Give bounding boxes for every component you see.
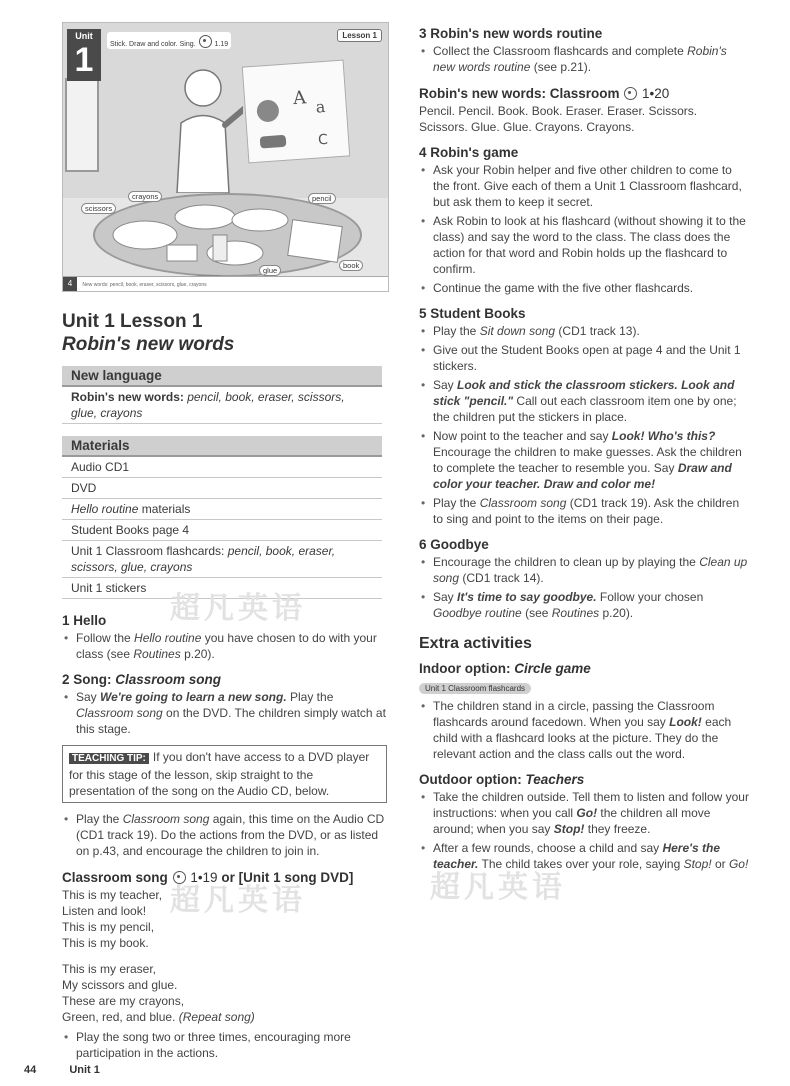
list-item	[76, 811, 387, 859]
text: on the DVD. The children simply watch at this stage.	[76, 706, 386, 736]
text-bold-italic: Here's the teacher.	[433, 841, 721, 871]
text: again, this time on the Audio CD (CD1 track 19). Do the actions from the DVD, or as listed on p.43, and encourage the children to join in.	[76, 812, 385, 858]
list-item	[433, 789, 749, 837]
list-item	[76, 630, 387, 662]
text: Collect the Classroom flashcards and complete	[433, 44, 688, 58]
indoor-option-title	[419, 661, 749, 676]
text-bold-italic: Look! Who's this?	[611, 429, 716, 443]
materials-pill: Unit 1 Classroom flashcards	[419, 683, 531, 694]
svg-text:C: C	[317, 131, 329, 149]
text-italic: Go!	[728, 857, 749, 871]
svg-text:A: A	[292, 87, 307, 110]
section-hello-title: 1 Hello	[62, 613, 107, 628]
instruction-text: Stick. Draw and color. Sing.	[110, 41, 196, 48]
lyric-line: These are my crayons,	[62, 994, 185, 1008]
new-words-chant: Pencil. Pencil. Book. Book. Eraser. Eraser. Scissors. Scissors. Glue. Glue. Crayons. Crayons.	[419, 104, 698, 134]
materials-box	[62, 436, 382, 599]
text-italic: Robin's new words routine	[433, 44, 727, 74]
text-italic: Routines	[133, 647, 181, 661]
round-table	[93, 193, 362, 277]
student-books-list	[419, 323, 749, 527]
text: The children stand in a circle, passing the Classroom flashcards around facedown. When you say	[433, 699, 715, 729]
song-list-2	[62, 811, 387, 859]
materials-item	[62, 578, 382, 599]
text: the children all move around; when you say	[433, 806, 711, 836]
song-lyrics	[62, 887, 387, 1025]
text-bold-italic: Go!	[576, 806, 598, 820]
text-italic: Routines	[551, 606, 600, 620]
new-language-words: pencil, book, eraser, scissors, glue, crayons	[71, 390, 345, 420]
text-bold-italic: We're going to learn a new song.	[100, 690, 287, 704]
text: Outdoor option:	[419, 772, 526, 787]
text-italic: Hello routine	[134, 631, 202, 645]
indoor-list	[419, 698, 749, 762]
materials-item	[62, 499, 382, 520]
lesson-tag: Lesson 1	[337, 29, 382, 42]
illustration-footer-text: New words: pencil, book, eraser, scissors, glue, crayons	[82, 282, 207, 288]
lesson-subtitle: Robin's new words	[62, 334, 235, 355]
text: or [Unit 1 song DVD]	[221, 870, 354, 885]
label-pencil: pencil	[308, 193, 336, 204]
text: each child with a flashcard looks at the picture. They do the relevant action and the class calls out the word.	[433, 715, 732, 761]
section-goodbye-title: 6 Goodbye	[419, 537, 489, 552]
label-glue: glue	[259, 265, 281, 276]
list-item	[433, 428, 749, 492]
text-italic: Circle game	[514, 661, 591, 676]
cd-icon	[173, 871, 186, 884]
extra-activities-title: Extra activities	[419, 635, 532, 652]
lyric-line: Listen and look!	[62, 904, 147, 918]
text: The child takes over your role, saying	[478, 857, 684, 871]
alphabet-poster	[242, 60, 351, 164]
text-bold-italic: Look and stick the classroom stickers. Look and stick "pencil."	[433, 378, 735, 408]
list-item	[76, 689, 387, 737]
unit-badge-number: 1	[74, 41, 94, 79]
text: 2 Song:	[62, 672, 116, 687]
outdoor-option-title	[419, 772, 749, 787]
materials-item-italic: pencil, book, eraser, scissors, glue, crayons	[71, 544, 336, 574]
section-song-title	[62, 672, 387, 687]
instruction-track: 1.19	[214, 41, 229, 48]
footer-unit: Unit 1	[69, 1064, 100, 1076]
text-italic: Classroom song	[122, 812, 210, 826]
text: (see p.21).	[530, 60, 592, 74]
unit-badge	[67, 29, 101, 81]
text-bold-italic: Look!	[669, 715, 702, 729]
hello-list	[62, 630, 387, 662]
text: Play the	[433, 496, 480, 510]
text: Call out each classroom item one by one; the children put the stickers in place.	[433, 394, 737, 424]
window-illustration	[65, 78, 99, 172]
text: or	[711, 857, 729, 871]
new-language-box	[62, 366, 382, 424]
cd-icon	[624, 87, 637, 100]
text: (CD1 track 14).	[459, 571, 544, 585]
text: After a few rounds, choose a child and say	[433, 841, 663, 855]
illustration-footer	[63, 276, 388, 291]
svg-text:a: a	[315, 96, 326, 117]
verse-gap	[62, 951, 387, 961]
text-bold-italic: Draw and color your teacher. Draw and color me!	[433, 461, 732, 491]
list-item	[433, 43, 749, 75]
label-scissors: scissors	[81, 203, 116, 214]
watermark: 超凡英语	[430, 871, 566, 904]
student-book-page-number: 4	[63, 277, 77, 291]
text: Say	[76, 690, 101, 704]
list-item	[433, 377, 749, 425]
watermark: 超凡英语	[170, 592, 306, 625]
text-italic: Classroom song	[115, 672, 222, 687]
text: p.20).	[599, 606, 634, 620]
classroom-song-title	[62, 869, 387, 885]
text: Green, red, and blue.	[62, 1010, 179, 1024]
text-italic: Clean up song	[433, 555, 748, 585]
materials-item-text: Student Books page 4	[71, 523, 190, 537]
label-crayons: crayons	[128, 191, 162, 202]
text: Play the	[76, 812, 123, 826]
text: Indoor option:	[419, 661, 515, 676]
song-list	[62, 689, 387, 737]
materials-item-text: Audio CD1	[71, 460, 130, 474]
page-footer	[24, 1064, 100, 1076]
track-number: 1•20	[642, 86, 670, 101]
list-item: • Continue the game with the five other flashcards.	[433, 280, 749, 296]
game-list	[419, 162, 749, 296]
text-italic: Stop!	[683, 857, 712, 871]
materials-item-text: Unit 1 Classroom flashcards:	[71, 544, 228, 558]
materials-item	[62, 457, 382, 478]
lyric-line: This is my pencil,	[62, 920, 155, 934]
text-italic: Goodbye routine	[433, 606, 522, 620]
materials-item-text: DVD	[71, 481, 97, 495]
list-item	[433, 554, 749, 586]
lyric-line: This is my eraser,	[62, 962, 157, 976]
text: Encourage the children to make guesses. Ask the children to complete the teacher to resemble you. Say	[433, 445, 742, 475]
text: Encourage the children to clean up by playing the	[433, 555, 700, 569]
text: (CD1 track 13).	[555, 324, 640, 338]
section-game-title: 4 Robin's game	[419, 145, 519, 160]
text: Play the	[286, 690, 334, 704]
section-student-books-title: 5 Student Books	[419, 306, 526, 321]
text-italic: Classroom song	[479, 496, 567, 510]
section-routine-title: 3 Robin's new words routine	[419, 26, 603, 41]
list-item	[433, 495, 749, 527]
text: Robin's new words: Classroom	[419, 86, 620, 101]
teaching-tip	[62, 745, 387, 803]
text: Classroom song	[62, 870, 168, 885]
lyric-line: My scissors and glue.	[62, 978, 178, 992]
routine-list	[419, 43, 749, 75]
unit-badge-label: Unit	[75, 31, 93, 41]
page-number: 44	[24, 1064, 37, 1076]
new-language-label: Robin's new words:	[71, 390, 184, 404]
text: Play the	[433, 324, 480, 338]
materials-item-text: materials	[138, 502, 191, 516]
goodbye-list	[419, 554, 749, 621]
list-item: • Ask Robin to look at his flashcard (without showing it to the class) and say the word to the class. The class does the action for that word and Robin holds up the flashcard to confirm.	[433, 213, 749, 277]
outdoor-list	[419, 789, 749, 872]
new-language-heading: New language	[62, 366, 382, 387]
track-number: 1•19	[190, 870, 218, 885]
text: Follow the	[76, 631, 135, 645]
new-words-chant-title	[419, 85, 749, 101]
left-column	[62, 22, 387, 1064]
lyric-line: This is my teacher,	[62, 888, 163, 902]
text: they freeze.	[584, 822, 651, 836]
text-italic: Sit down song	[479, 324, 556, 338]
text: Now point to the teacher and say	[433, 429, 612, 443]
lyric-line	[62, 1009, 387, 1025]
table-items	[95, 195, 360, 275]
materials-item-text: Unit 1 stickers	[71, 581, 147, 595]
text-bold-italic: It's time to say goodbye.	[457, 590, 597, 604]
list-item	[433, 589, 749, 621]
text-bold-italic: Stop!	[553, 822, 585, 836]
text: p.20).	[180, 647, 215, 661]
lesson-illustration	[62, 22, 389, 292]
teaching-tip-text: If you don't have access to a DVD player for this stage of the lesson, skip straight to the presentation of the song on the Audio CD, below.	[69, 750, 370, 798]
materials-item	[62, 478, 382, 499]
list-item	[433, 840, 749, 872]
label-book: book	[339, 260, 363, 271]
teacher-illustration	[163, 63, 243, 193]
text-italic: (Repeat song)	[178, 1010, 255, 1024]
list-item	[433, 323, 749, 339]
materials-item	[62, 520, 382, 541]
text: Say	[433, 590, 458, 604]
lesson-title: Unit 1 Lesson 1	[62, 311, 203, 332]
watermark: 超凡英语	[170, 884, 306, 917]
song-list-3	[62, 1029, 387, 1061]
new-language-row	[62, 387, 382, 424]
text-italic: Teachers	[525, 772, 585, 787]
activity-instruction	[107, 32, 231, 49]
text: Say	[433, 378, 458, 392]
text: you have chosen to do with your class (see	[76, 631, 377, 661]
teaching-tip-tag: TEACHING TIP:	[69, 753, 149, 764]
text: (CD1 track 19). Ask the children to sing and point to the items on their page.	[433, 496, 740, 526]
text: Take the children outside. Tell them to listen and follow your instructions: when you call	[433, 790, 749, 820]
text: (see	[521, 606, 552, 620]
materials-heading: Materials	[62, 436, 382, 457]
text: Follow your chosen	[596, 590, 704, 604]
list-item: • Ask your Robin helper and five other children to come to the front. Give each of them a Unit 1 Classroom flashcard, but ask them to keep it secret.	[433, 162, 749, 210]
materials-item-italic: Hello routine	[71, 502, 139, 516]
lyric-line: This is my book.	[62, 936, 149, 950]
list-item: • Give out the Student Books open at page 4 and the Unit 1 stickers.	[433, 342, 749, 374]
cd-icon	[199, 35, 212, 48]
right-column	[419, 22, 749, 875]
poster-drawing	[243, 61, 349, 163]
materials-item	[62, 541, 382, 578]
list-item	[433, 698, 749, 762]
list-item: • Play the song two or three times, encouraging more participation in the actions.	[76, 1029, 387, 1061]
text-italic: Classroom song	[76, 706, 163, 720]
